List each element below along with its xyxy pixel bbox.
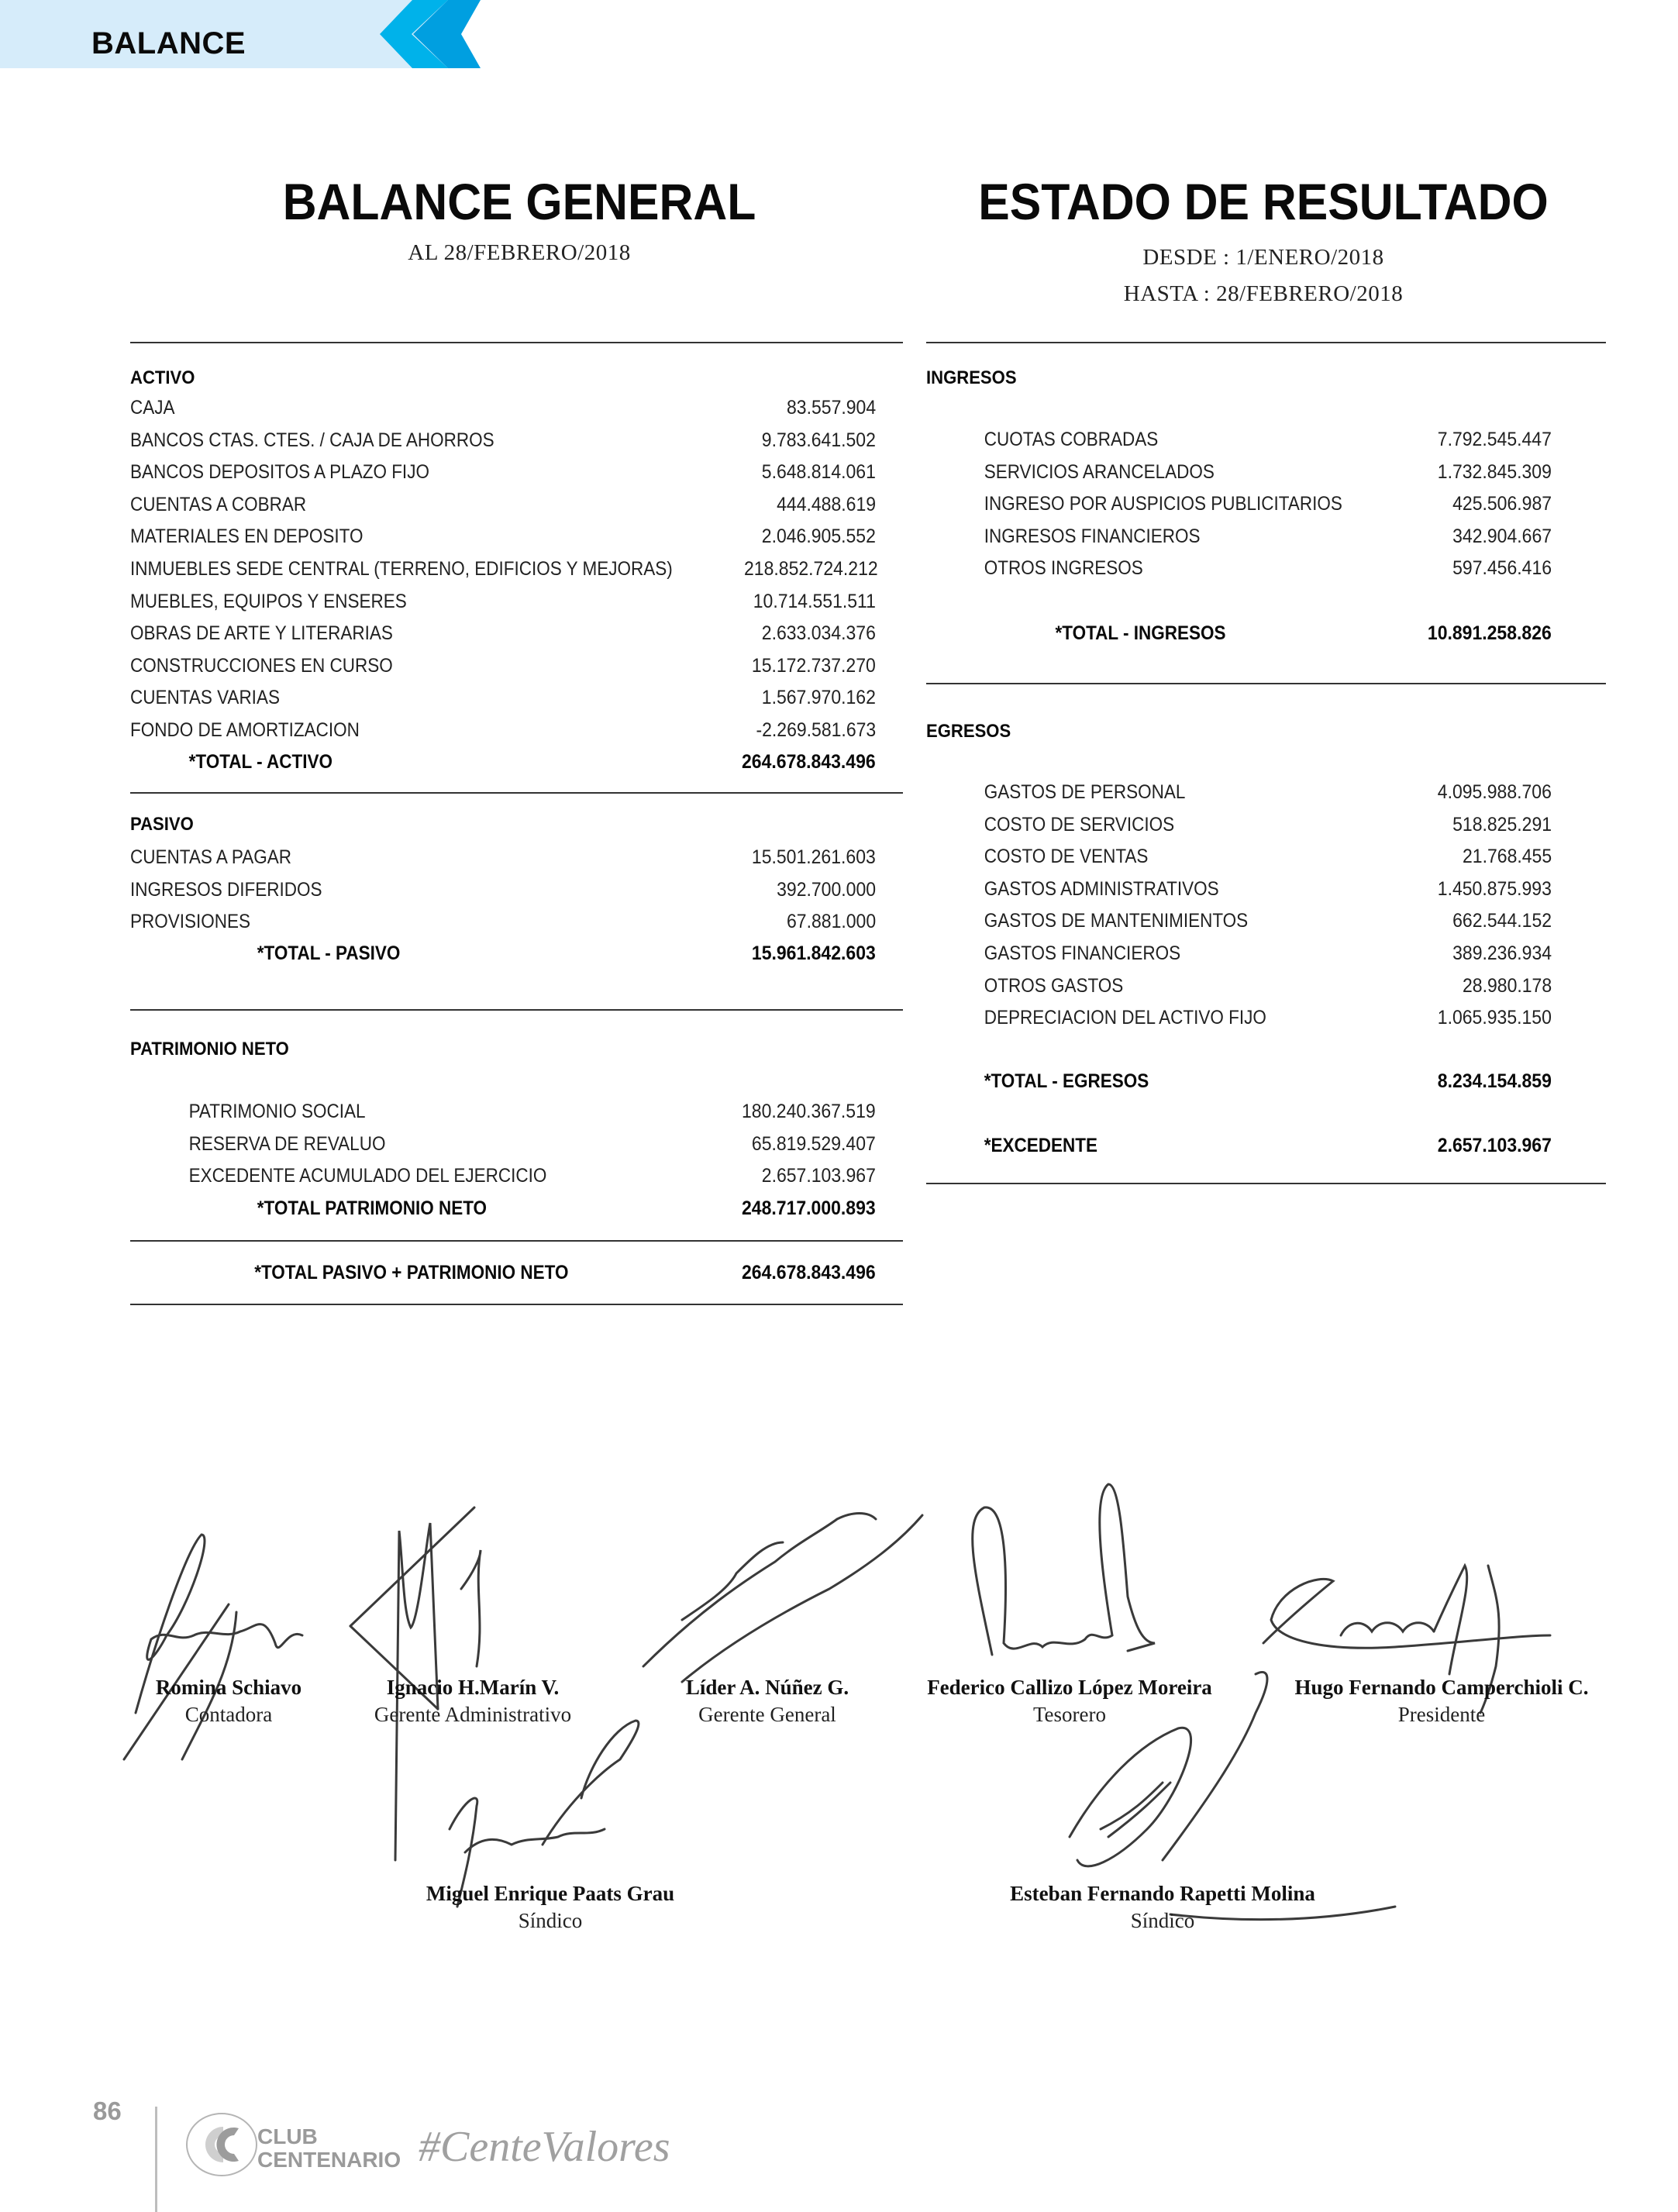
row-label: INMUEBLES SEDE CENTRAL (TERRENO, EDIFICIOS Y MEJORAS) <box>130 558 673 580</box>
estado-resultado-title: ESTADO DE RESULTADO <box>978 173 1549 230</box>
row-value: 10.714.551.511 <box>753 590 876 612</box>
row-label: EXCEDENTE ACUMULADO DEL EJERCICIO <box>188 1165 547 1187</box>
table-row <box>130 1162 876 1190</box>
total-patrimonio-value: 248.717.000.893 <box>742 1197 876 1219</box>
total-ingresos-value: 10.891.258.826 <box>1428 622 1552 644</box>
signatory-role: Presidente <box>1397 1703 1486 1726</box>
row-value: 389.236.934 <box>1452 942 1552 964</box>
club-name-line2: CENTENARIO <box>257 2148 401 2172</box>
grand-total-value: 264.678.843.496 <box>742 1262 876 1283</box>
total-patrimonio-row <box>130 1194 876 1222</box>
signature-block <box>101 1676 357 1727</box>
row-value: 2.046.905.552 <box>761 525 876 548</box>
row-value: 9.783.641.502 <box>761 429 876 451</box>
table-row <box>130 426 876 454</box>
table-row <box>926 522 1552 550</box>
table-row <box>130 908 876 935</box>
table-row <box>130 587 876 615</box>
divider <box>130 1240 903 1242</box>
row-value: 597.456.416 <box>1452 557 1552 580</box>
row-label: PROVISIONES <box>130 911 251 933</box>
estado-resultado-hasta: HASTA : 28/FEBRERO/2018 <box>1123 281 1404 306</box>
row-value: 7.792.545.447 <box>1437 429 1552 450</box>
row-label: GASTOS ADMINISTRATIVOS <box>984 877 1219 900</box>
row-value: 28.980.178 <box>1462 974 1552 997</box>
table-row <box>130 555 879 583</box>
total-activo-value: 264.678.843.496 <box>742 751 876 773</box>
signature-block <box>341 1676 605 1727</box>
table-row <box>130 522 876 550</box>
club-name <box>257 2125 401 2172</box>
table-row <box>926 1004 1552 1032</box>
egresos-heading: EGRESOS <box>926 721 1011 742</box>
table-row <box>130 876 876 904</box>
row-label: CUENTAS VARIAS <box>130 687 280 709</box>
signatory-name: Líder A. Núñez G. <box>685 1676 849 1699</box>
club-name-line1: CLUB <box>257 2124 318 2148</box>
row-value: 1.567.970.162 <box>761 687 876 709</box>
ingresos-heading: INGRESOS <box>926 367 1017 388</box>
table-row <box>130 716 876 744</box>
signatory-role: Gerente Administrativo <box>374 1703 572 1726</box>
table-row <box>926 907 1552 935</box>
row-value: 2.657.103.967 <box>761 1165 876 1187</box>
table-row <box>926 778 1552 806</box>
row-value: 1.450.875.993 <box>1437 877 1552 900</box>
signatory-role: Síndico <box>1130 1909 1195 1932</box>
row-label: PATRIMONIO SOCIAL <box>188 1101 366 1122</box>
table-row <box>130 491 876 519</box>
signatory-name: Miguel Enrique Paats Grau <box>426 1882 675 1905</box>
signature-block <box>403 1882 698 1933</box>
table-row <box>926 972 1552 1000</box>
estado-resultado-desde: DESDE : 1/ENERO/2018 <box>1142 245 1384 270</box>
table-row <box>130 1130 876 1158</box>
row-label: INGRESOS FINANCIEROS <box>984 525 1201 547</box>
table-row <box>130 458 876 486</box>
table-row <box>130 652 876 680</box>
row-value: 83.557.904 <box>786 397 876 419</box>
table-row <box>130 843 876 871</box>
row-value: 425.506.987 <box>1452 493 1552 515</box>
row-label: COSTO DE VENTAS <box>984 846 1149 868</box>
row-value: 5.648.814.061 <box>761 461 876 484</box>
signatory-role: Síndico <box>518 1909 583 1932</box>
row-label: CAJA <box>130 397 175 419</box>
table-row <box>926 458 1552 486</box>
row-label: GASTOS FINANCIEROS <box>984 942 1181 964</box>
row-label: INGRESOS DIFERIDOS <box>130 878 322 901</box>
grand-total-label: *TOTAL PASIVO + PATRIMONIO NETO <box>254 1262 569 1283</box>
signatory-name: Hugo Fernando Camperchioli C. <box>1294 1676 1589 1699</box>
divider <box>926 342 1606 343</box>
table-row <box>130 1097 876 1125</box>
row-label: CONSTRUCCIONES EN CURSO <box>130 654 393 677</box>
row-value: 1.065.935.150 <box>1437 1007 1552 1029</box>
signature-block <box>984 1882 1341 1933</box>
signature-block <box>907 1676 1232 1727</box>
balance-general-date: AL 28/FEBRERO/2018 <box>408 240 631 265</box>
total-egresos-value: 8.234.154.859 <box>1437 1070 1552 1092</box>
total-ingresos-label: *TOTAL - INGRESOS <box>1055 622 1226 644</box>
row-label: CUENTAS A COBRAR <box>130 493 307 515</box>
signatory-name: Romina Schiavo <box>155 1676 302 1699</box>
signatory-name: Esteban Fernando Rapetti Molina <box>1010 1882 1315 1905</box>
grand-total-row <box>130 1259 876 1287</box>
row-value: 4.095.988.706 <box>1437 781 1552 803</box>
row-label: OTROS INGRESOS <box>984 557 1143 580</box>
divider <box>130 792 903 794</box>
excedente-row <box>926 1132 1552 1159</box>
table-row <box>926 490 1552 518</box>
divider <box>926 683 1606 684</box>
row-label: CUENTAS A PAGAR <box>130 846 291 868</box>
signatory-name: Ignacio H.Marín V. <box>386 1676 560 1699</box>
row-label: INGRESO POR AUSPICIOS PUBLICITARIOS <box>984 493 1342 515</box>
table-row <box>130 684 876 711</box>
divider <box>926 1183 1606 1184</box>
row-label: GASTOS DE PERSONAL <box>984 781 1186 803</box>
excedente-label: *EXCEDENTE <box>984 1135 1097 1156</box>
row-value: 15.501.261.603 <box>752 846 876 868</box>
row-value: 1.732.845.309 <box>1437 460 1552 483</box>
row-value: 444.488.619 <box>777 493 876 515</box>
row-value: 218.852.724.212 <box>744 558 879 580</box>
row-label: MATERIALES EN DEPOSITO <box>130 525 364 548</box>
signatory-role: Contadora <box>184 1703 273 1726</box>
row-label: COSTO DE SERVICIOS <box>984 813 1175 836</box>
row-label: GASTOS DE MANTENIMIENTOS <box>984 910 1249 932</box>
table-row <box>926 811 1552 839</box>
signature-block <box>1271 1676 1612 1727</box>
row-value: 518.825.291 <box>1452 813 1552 836</box>
signature-block <box>643 1676 891 1727</box>
page-number: 86 <box>93 2097 122 2125</box>
row-label: CUOTAS COBRADAS <box>984 429 1159 450</box>
row-value: 21.768.455 <box>1462 846 1552 868</box>
row-value: 662.544.152 <box>1452 910 1552 932</box>
row-value: -2.269.581.673 <box>756 719 876 741</box>
signatory-role: Gerente General <box>698 1703 836 1726</box>
divider <box>130 342 903 343</box>
total-pasivo-label: *TOTAL - PASIVO <box>257 942 401 964</box>
row-value: 15.172.737.270 <box>752 654 876 677</box>
row-value: 342.904.667 <box>1452 525 1552 547</box>
row-value: 392.700.000 <box>777 878 876 901</box>
chevron-icon <box>380 0 504 68</box>
divider <box>130 1009 903 1011</box>
row-label: FONDO DE AMORTIZACION <box>130 719 360 741</box>
activo-heading: ACTIVO <box>130 367 195 388</box>
total-pasivo-value: 15.961.842.603 <box>752 942 876 964</box>
total-egresos-row <box>926 1067 1552 1095</box>
table-row <box>926 939 1552 967</box>
balance-general-title: BALANCE GENERAL <box>282 173 756 230</box>
row-label: OBRAS DE ARTE Y LITERARIAS <box>130 622 393 645</box>
table-row <box>926 842 1552 870</box>
table-row <box>130 394 876 422</box>
signatory-name: Federico Callizo López Moreira <box>927 1676 1212 1699</box>
row-label: MUEBLES, EQUIPOS Y ENSERES <box>130 590 407 612</box>
row-value: 2.633.034.376 <box>761 622 876 645</box>
row-value: 67.881.000 <box>786 911 876 933</box>
footer-divider <box>155 2107 157 2212</box>
table-row <box>926 426 1552 453</box>
total-egresos-label: *TOTAL - EGRESOS <box>984 1070 1149 1092</box>
total-patrimonio-label: *TOTAL PATRIMONIO NETO <box>257 1197 488 1219</box>
row-label: BANCOS CTAS. CTES. / CAJA DE AHORROS <box>130 429 494 451</box>
club-centenario-logo-icon <box>183 2110 260 2179</box>
total-ingresos-row <box>926 619 1552 647</box>
row-label: BANCOS DEPOSITOS A PLAZO FIJO <box>130 461 429 484</box>
total-activo-label: *TOTAL - ACTIVO <box>188 751 333 773</box>
divider <box>130 1304 903 1305</box>
row-value: 180.240.367.519 <box>742 1101 876 1122</box>
row-label: DEPRECIACION DEL ACTIVO FIJO <box>984 1007 1266 1029</box>
hashtag: #CenteValores <box>419 2123 670 2171</box>
signatory-role: Tesorero <box>1032 1703 1107 1726</box>
excedente-value: 2.657.103.967 <box>1437 1135 1552 1156</box>
table-row <box>926 554 1552 582</box>
section-title: BALANCE <box>91 26 246 60</box>
table-row <box>926 875 1552 903</box>
total-activo-row <box>130 748 876 776</box>
row-label: OTROS GASTOS <box>984 974 1124 997</box>
pasivo-heading: PASIVO <box>130 814 194 835</box>
total-pasivo-row <box>130 939 876 967</box>
row-value: 65.819.529.407 <box>752 1132 876 1155</box>
row-label: RESERVA DE REVALUO <box>188 1132 386 1155</box>
row-label: SERVICIOS ARANCELADOS <box>984 460 1215 483</box>
patrimonio-heading: PATRIMONIO NETO <box>130 1039 289 1059</box>
table-row <box>130 619 876 647</box>
